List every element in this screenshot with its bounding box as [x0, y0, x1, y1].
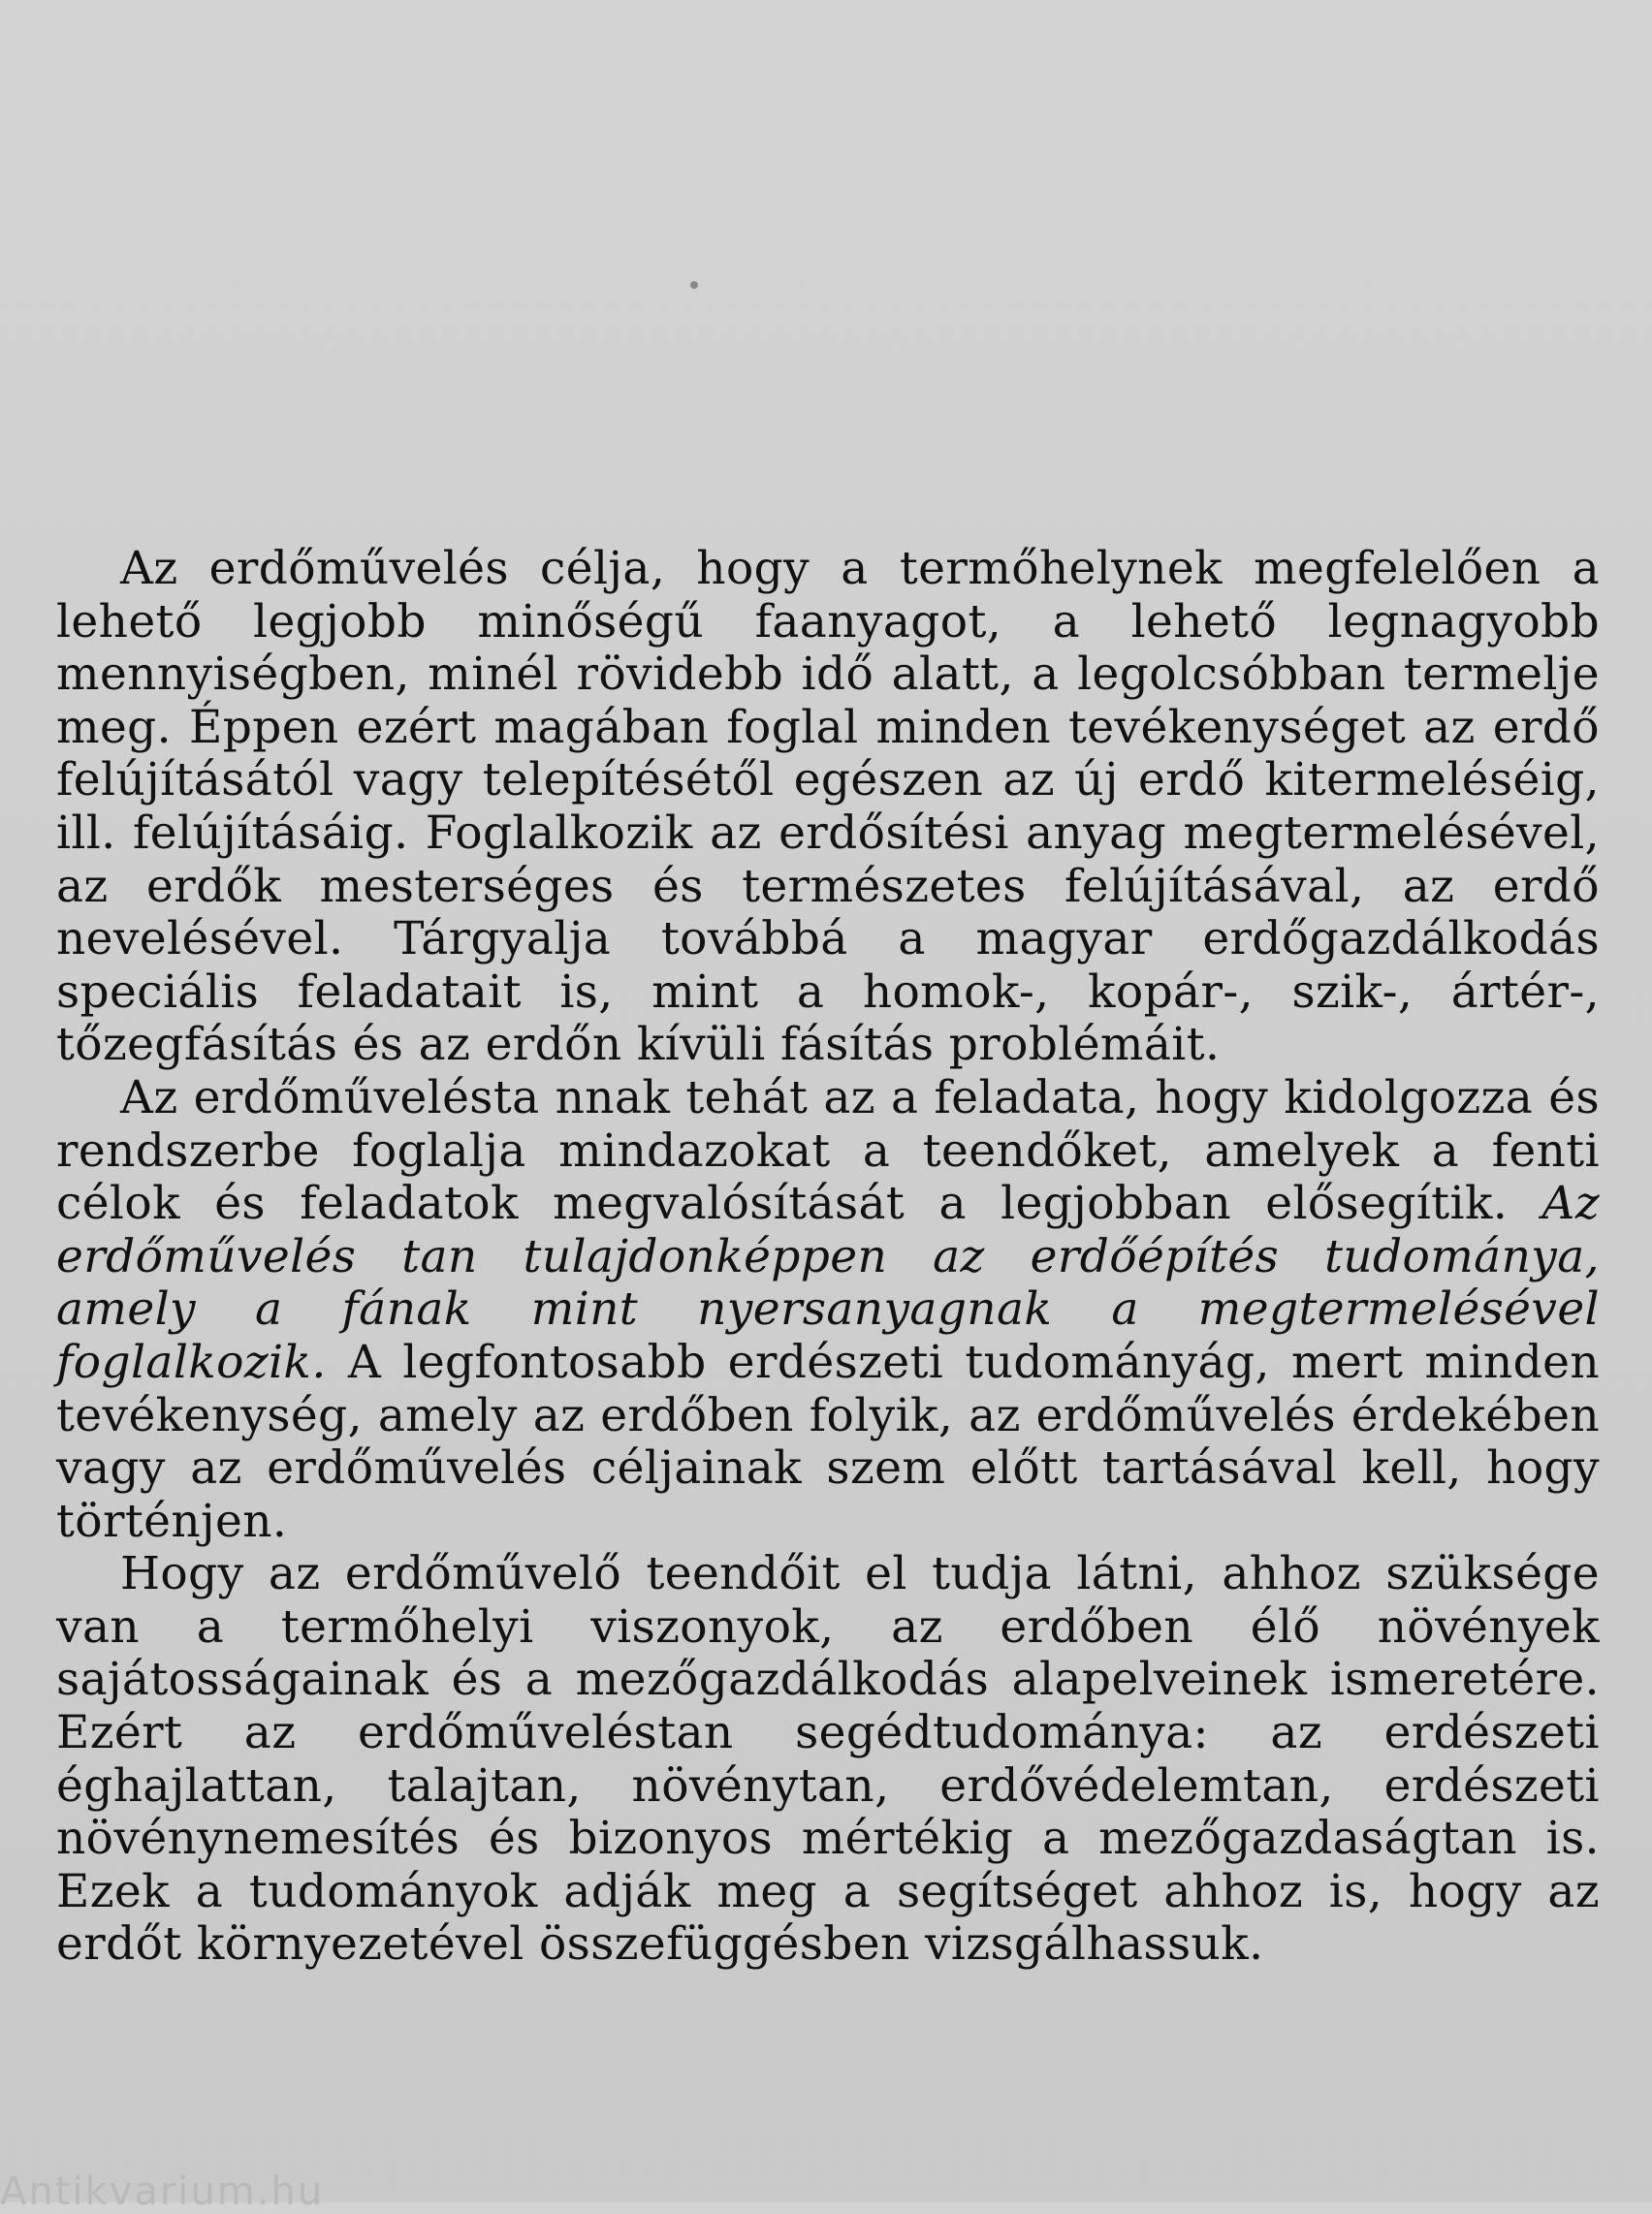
paragraph-2-text-before: Az erdőművelésta nnak tehát az a feladata, hogy kidolgozza és rendszerbe foglalja mindazokat a teendőket, amelyek a fenti célok és feladatok megvalósítását a legjobban elősegítik. [56, 1070, 1600, 1231]
body-text [56, 543, 1600, 1972]
paragraph-2 [56, 1072, 1600, 1548]
paragraph-3: Hogy az erdőművelő teendőit el tudja látni, ahhoz szüksége van a termőhelyi viszonyok, az erdőben élő növények sajátosságainak és a mezőgazdálkodás alapelveinek ismeretére. Ezért az erdőműveléstan segédtudománya: az erdészeti éghajlattan, talajtan, növénytan, erdővédelemtan, erdészeti növénynemesítés és bizonyos mértékig a mezőgazdaságtan is. Ezek a tudományok adják meg a segítséget ahhoz is, hogy az erdőt környezetével összefüggésben vizsgálhassuk. [56, 1547, 1600, 1972]
paper-speck [690, 281, 698, 289]
paragraph-1: Az erdőművelés célja, hogy a termőhelynek megfelelően a lehető legjobb minőségű faanyagot, a lehető legnagyobb mennyiségben, minél rövidebb idő alatt, a legolcsóbban termelje meg. Éppen ezért magában foglal minden tevékenységet az erdő felújításától vagy telepítésétől egészen az új erdő kitermeléséig, ill. felújításáig. Foglalkozik az erdősítési anyag megtermelésével, az erdők mesterséges és természetes felújításával, az erdő nevelésével. Tárgyalja továbbá a magyar erdőgazdálkodás speciális feladatait is, mint a homok-, kopár-, szik-, ártér-, tőzegfásítás és az erdőn kívüli fásítás problémáit. [56, 542, 1600, 1072]
watermark: Antikvarium.hu [0, 2169, 325, 2214]
paragraph-2-text-after: A legfontosabb erdészeti tudományág, mert minden tevékenység, amely az erdőben folyik, az erdőművelés érdekében vagy az erdőművelés céljainak szem előtt tartásával kell, hogy történjen. [56, 1335, 1600, 1548]
paragraph-2-italic-definition: Az erdőművelés tan tulajdonképpen az erdőépítés tudománya, amely a fának mint nyersanyagnak a megtermelésével foglalkozik. [56, 1177, 1600, 1389]
